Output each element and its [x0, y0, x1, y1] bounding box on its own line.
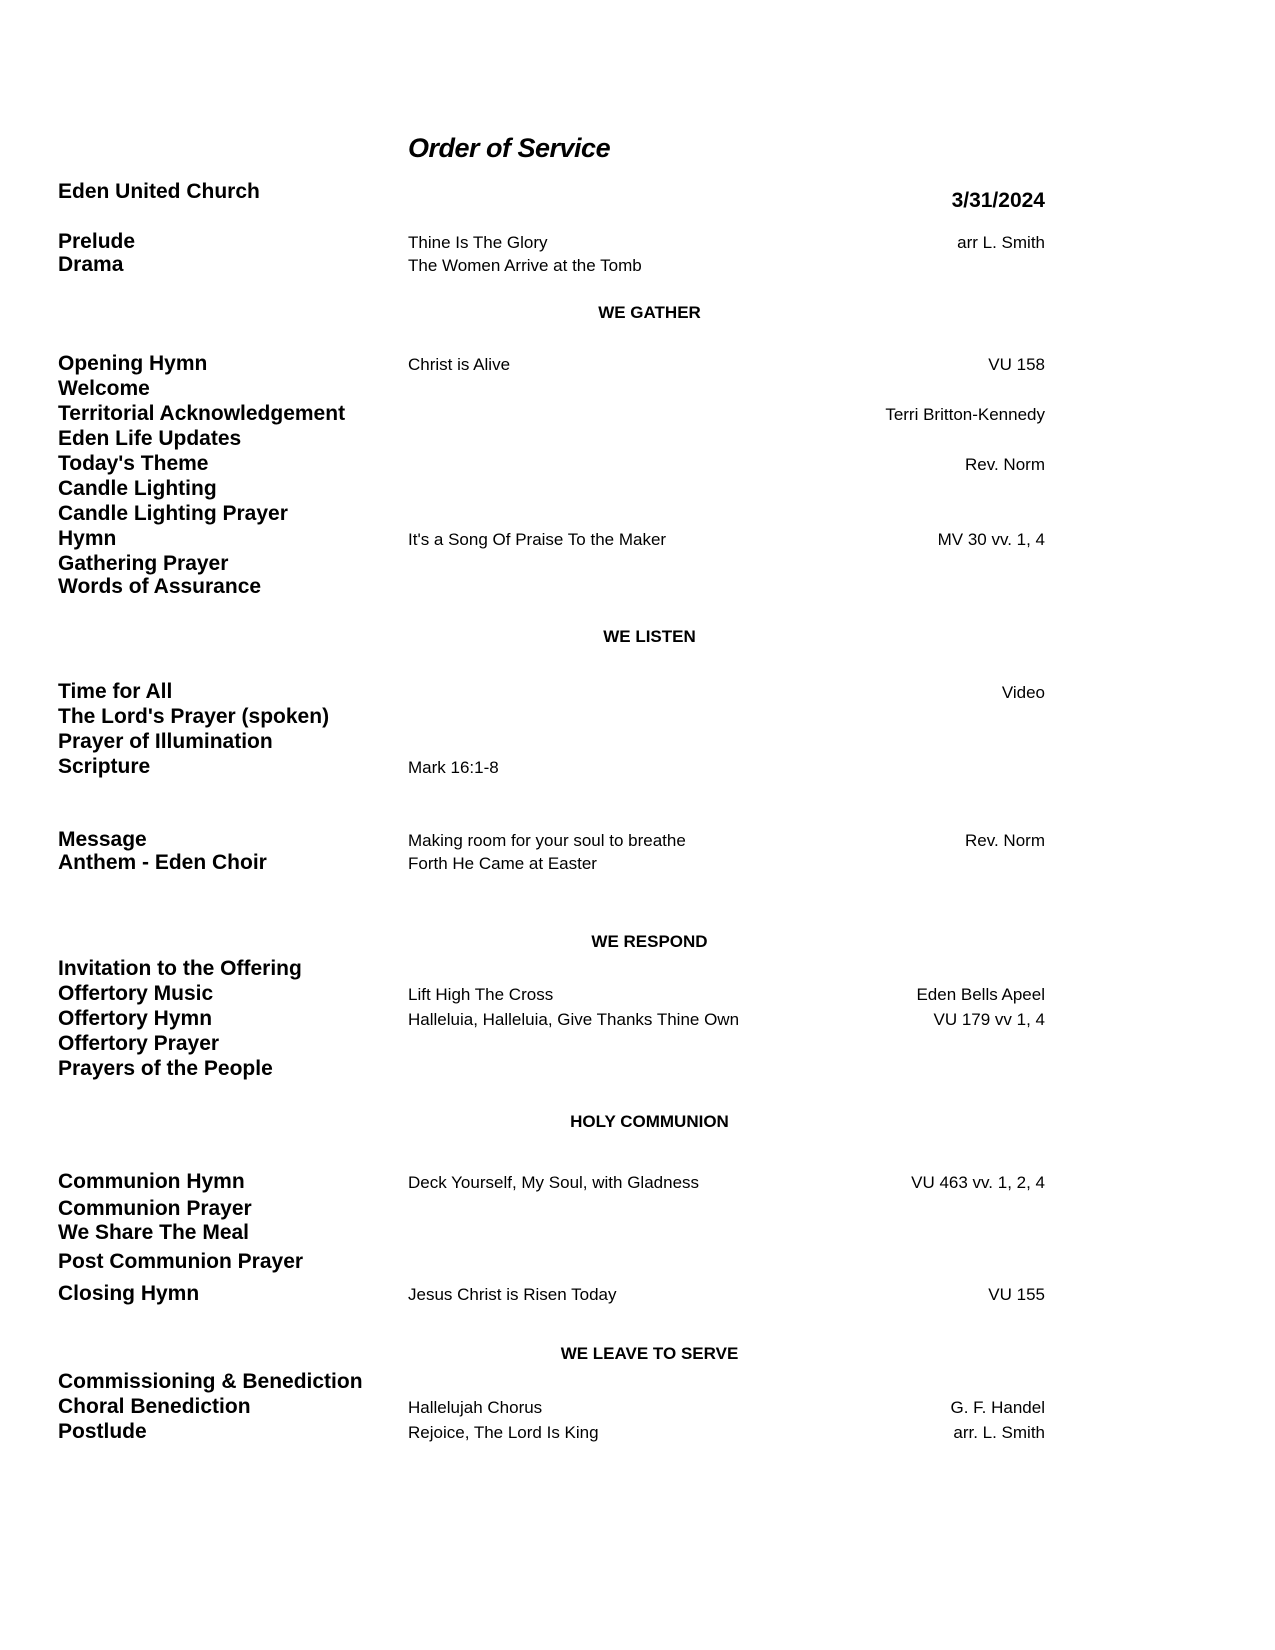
page-title: Order of Service [408, 133, 611, 163]
item-label: Offertory Hymn [58, 1007, 213, 1030]
item-label: Eden Life Updates [58, 427, 242, 450]
item-label: Territorial Acknowledgement [58, 402, 346, 425]
item-title: It's a Song Of Praise To the Maker [408, 530, 667, 549]
item-label: Choral Benediction [58, 1395, 251, 1418]
item-label: Candle Lighting [58, 477, 217, 500]
item-label: Commissioning & Benediction [58, 1370, 363, 1393]
item-label: Prayers of the People [58, 1057, 273, 1080]
item-reference: Terri Britton-Kennedy [885, 405, 1045, 424]
item-label: Scripture [58, 755, 151, 778]
item-title: Forth He Came at Easter [408, 854, 597, 873]
item-title: Rejoice, The Lord Is King [408, 1423, 599, 1442]
item-label: Closing Hymn [58, 1282, 200, 1305]
section-heading: WE GATHER [598, 303, 701, 322]
item-reference: Rev. Norm [965, 831, 1045, 850]
item-label: Gathering Prayer [58, 552, 229, 575]
item-reference: Eden Bells Apeel [916, 985, 1045, 1004]
item-label: Communion Hymn [58, 1170, 245, 1193]
item-label: Hymn [58, 527, 117, 550]
item-label: Anthem - Eden Choir [58, 851, 267, 874]
item-reference: arr L. Smith [957, 233, 1045, 252]
item-reference: Rev. Norm [965, 455, 1045, 474]
item-label: Time for All [58, 680, 173, 703]
section-heading: WE LEAVE TO SERVE [560, 1344, 739, 1363]
item-label: Candle Lighting Prayer [58, 502, 288, 525]
item-label: Drama [58, 253, 124, 276]
item-label: Prelude [58, 230, 136, 253]
item-reference: VU 158 [988, 355, 1045, 374]
item-label: Offertory Prayer [58, 1032, 220, 1055]
section-heading: WE RESPOND [591, 932, 708, 951]
item-label: Offertory Music [58, 982, 214, 1005]
item-title: Lift High The Cross [408, 985, 554, 1004]
item-reference: VU 155 [988, 1285, 1045, 1304]
item-label: Postlude [58, 1420, 147, 1443]
item-title: Making room for your soul to breathe [408, 831, 686, 850]
item-label: We Share The Meal [58, 1221, 250, 1244]
item-label: Message [58, 828, 147, 851]
item-title: The Women Arrive at the Tomb [408, 256, 642, 275]
item-title: Deck Yourself, My Soul, with Gladness [408, 1173, 700, 1192]
section-heading: HOLY COMMUNION [570, 1112, 729, 1131]
item-label: Today's Theme [58, 452, 209, 475]
item-label: Opening Hymn [58, 352, 208, 375]
item-reference: arr. L. Smith [953, 1423, 1045, 1442]
item-label: Communion Prayer [58, 1197, 252, 1220]
item-title: Hallelujah Chorus [408, 1398, 543, 1417]
item-label: Prayer of Illumination [58, 730, 273, 753]
item-reference: Video [1001, 683, 1045, 702]
item-label: Post Communion Prayer [58, 1250, 304, 1273]
item-title: Jesus Christ is Risen Today [408, 1285, 617, 1304]
item-title: Halleluia, Halleluia, Give Thanks Thine Own [408, 1010, 740, 1029]
item-label: The Lord's Prayer (spoken) [58, 705, 330, 728]
item-reference: VU 463 vv. 1, 2, 4 [911, 1173, 1045, 1192]
item-label: Invitation to the Offering [58, 957, 302, 980]
item-title: Thine Is The Glory [408, 233, 548, 252]
church-name: Eden United Church [58, 180, 260, 203]
service-date: 3/31/2024 [951, 189, 1045, 212]
section-heading: WE LISTEN [603, 627, 696, 646]
item-label: Words of Assurance [58, 575, 262, 598]
item-title: Christ is Alive [408, 355, 511, 374]
item-label: Welcome [58, 377, 150, 400]
item-reference: G. F. Handel [950, 1398, 1045, 1417]
item-reference: VU 179 vv 1, 4 [933, 1010, 1045, 1029]
item-title: Mark 16:1-8 [408, 758, 499, 777]
item-reference: MV 30 vv. 1, 4 [937, 530, 1045, 549]
